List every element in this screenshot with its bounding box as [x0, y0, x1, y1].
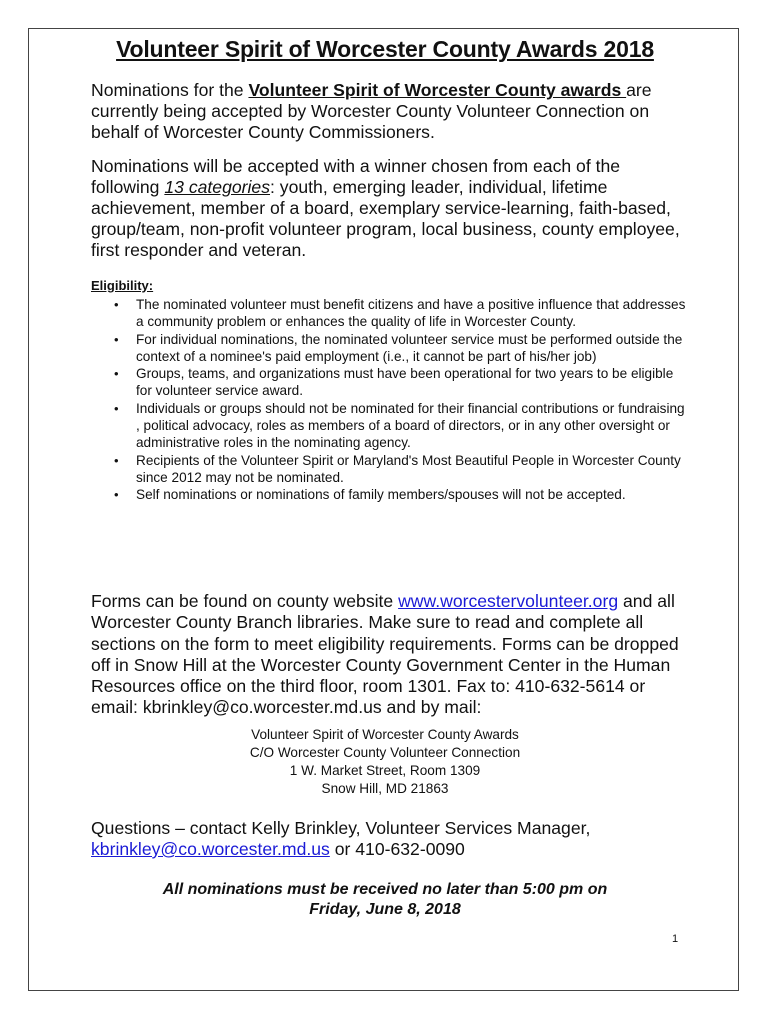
eligibility-item: • For individual nominations, the nominated volunteer service must be performed outside the context of a nominee's paid employment (i.e., it cannot be part of his/her job) — [91, 331, 691, 366]
categories-count: 13 categories — [164, 177, 270, 197]
eligibility-item: • The nominated volunteer must benefit citizens and have a positive influence that addresses a community problem or enhances the quality of life in Worcester County. — [91, 296, 691, 331]
contact-email-link[interactable]: kbrinkley@co.worcester.md.us — [91, 839, 330, 859]
address-line: C/O Worcester County Volunteer Connection — [249, 745, 521, 760]
categories-text-after: : youth, emerging leader, individual, lifetime achievement, member of a board, exemplary service-learning, faith-based, group/team, non-profit volunteer program, local business, county employee, first responder and veteran. — [91, 177, 680, 260]
deadline-line: Friday, June 8, 2018 — [309, 901, 461, 918]
forms-text-before: Forms can be found on county website — [91, 591, 399, 611]
categories-text-before: Nominations will be accepted with a winner chosen from each of the following — [91, 156, 621, 197]
questions-text-before: Questions – contact Kelly Brinkley, Volunteer Services Manager, — [91, 818, 591, 838]
eligibility-item: • Individuals or groups should not be nominated for their financial contributions or fundraising , political advocacy, roles as members of a board of directors, or in any other oversight or administrative roles in the nominating agency. — [91, 400, 691, 452]
eligibility-heading: Eligibility: — [91, 278, 154, 293]
forms-paragraph — [91, 591, 691, 719]
deadline-line: All nominations must be received no later than 5:00 pm on — [162, 881, 608, 898]
eligibility-item: • Groups, teams, and organizations must have been operational for two years to be eligible for volunteer service award. — [91, 365, 691, 400]
categories-paragraph — [91, 156, 691, 261]
forms-text-after: and all Worcester County Branch libraries. Make sure to read and complete all sections on the form to meet eligibility requirements. Forms can be dropped off in Snow Hill at the Worcester County Government Center in the Human Resources office on the third floor, room 1301. Fax to: 410-632-5614 or email: kbrinkley@co.worcester.md.us and by mail: — [91, 591, 679, 718]
intro-award-name: Volunteer Spirit of Worcester County awards — [248, 80, 627, 100]
website-link[interactable]: www.worcestervolunteer.org — [398, 591, 619, 611]
address-line: Snow Hill, MD 21863 — [321, 781, 449, 796]
deadline-notice — [0, 880, 770, 920]
questions-text-after: or 410-632-0090 — [329, 839, 465, 859]
eligibility-item: • Recipients of the Volunteer Spirit or Maryland's Most Beautiful People in Worcester County since 2012 may not be nominated. — [91, 452, 691, 487]
page-number: 1 — [672, 933, 679, 945]
document-title: Volunteer Spirit of Worcester County Awards 2018 — [116, 36, 654, 62]
intro-text-before: Nominations for the — [91, 80, 249, 100]
address-line: Volunteer Spirit of Worcester County Awards — [251, 727, 519, 742]
address-line: 1 W. Market Street, Room 1309 — [289, 763, 481, 778]
intro-paragraph — [91, 80, 691, 143]
mailing-address — [0, 726, 770, 798]
intro-text-after: are currently being accepted by Worcester County Volunteer Connection on behalf of Worcester County Commissioners. — [91, 80, 652, 142]
questions-paragraph — [91, 818, 711, 860]
eligibility-list — [91, 296, 691, 504]
eligibility-item: • Self nominations or nominations of family members/spouses will not be accepted. — [91, 486, 691, 503]
